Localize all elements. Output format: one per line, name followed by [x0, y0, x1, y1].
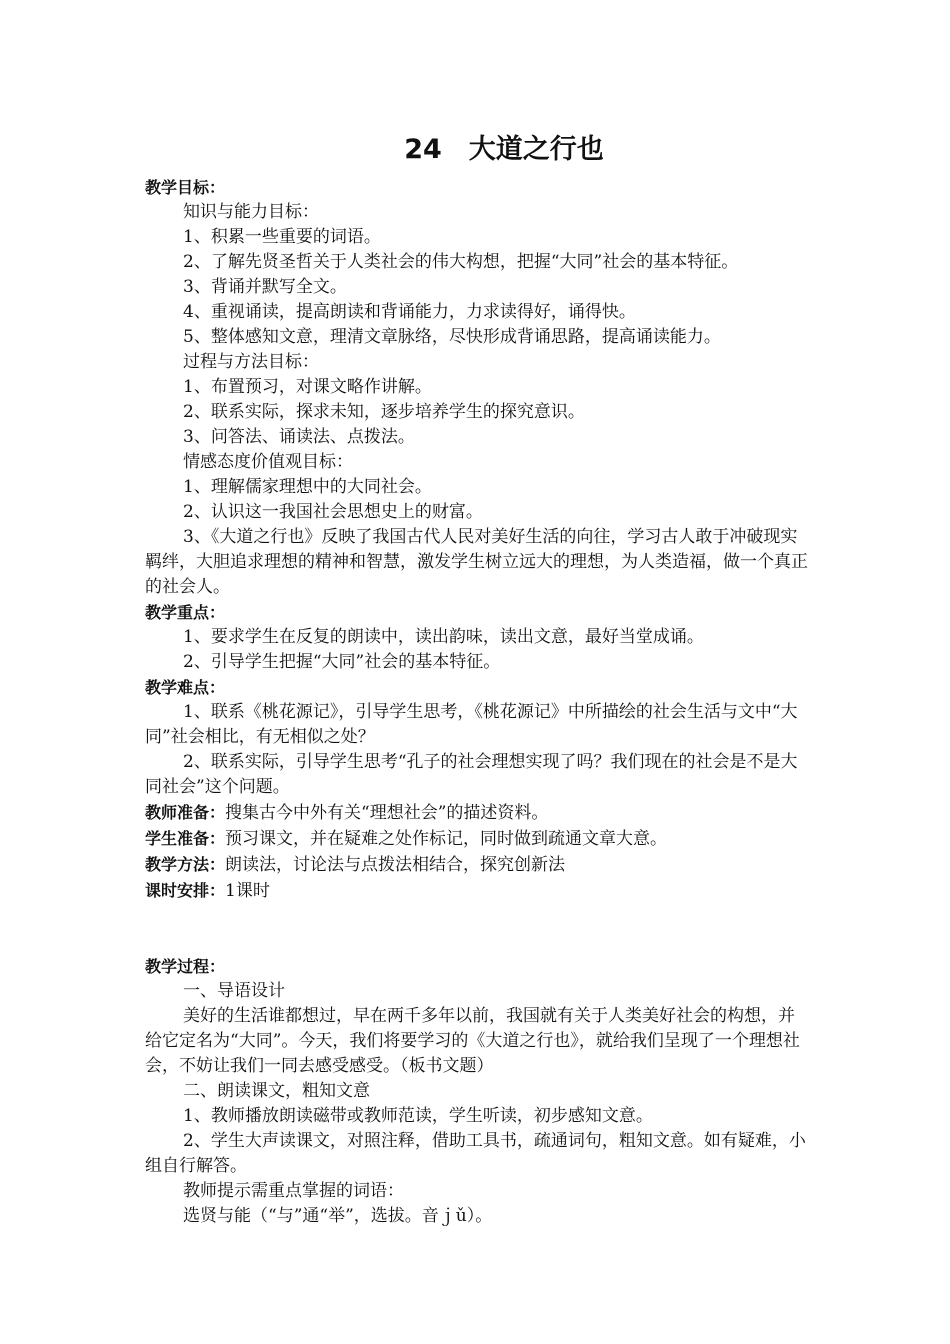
list-item: 1、联系《桃花源记》，引导学生思考，《桃花源记》中所描绘的社会生活与文中“大同”社会相比，有无相似之处？: [145, 702, 798, 747]
list-item: 1、布置预习，对课文略作讲解。: [183, 377, 432, 397]
section-heading-goals: 教学目标：: [145, 178, 226, 197]
student-prep-text: 预习课文，并在疑难之处作标记，同时做到疏通文章大意。: [225, 829, 668, 849]
method-label: 教学方法：: [145, 855, 226, 874]
list-item: 2、认识这一我国社会思想史上的财富。: [183, 502, 483, 522]
subheading-emotion: 情感态度价值观目标：: [183, 452, 353, 472]
subheading-process: 过程与方法目标：: [183, 352, 319, 372]
list-item: 1、积累一些重要的词语。: [183, 227, 381, 247]
list-item: 2、学生大声读课文，对照注释，借助工具书，疏通词句，粗知文意。如有疑难，小组自行解答。: [145, 1131, 806, 1176]
list-item: 2、联系实际，引导学生思考“孔子的社会理想实现了吗？我们现在的社会是不是大同社会”这个问题。: [145, 752, 798, 797]
list-item: 5、整体感知文意，理清文章脉络，尽快形成背诵思路，提高诵读能力。: [183, 327, 721, 347]
teacher-prep-text: 搜集古今中外有关“理想社会”的描述资料。: [225, 803, 549, 823]
teacher-prep-label: 教师准备：: [145, 803, 226, 822]
method-text: 朗读法，讨论法与点拨法相结合，探究创新法: [225, 855, 566, 875]
paragraph: 美好的生活谁都想过，早在两千多年以前，我国就有关于人类美好社会的构想，并给它定名为“大同”。今天，我们将要学习的《大道之行也》，就给我们呈现了一个理想社会，不妨让我们一同去感受感受。（板书文题）: [145, 1006, 800, 1076]
list-item: 1、要求学生在反复的朗读中，读出韵味，读出文意，最好当堂成诵。: [183, 627, 704, 647]
teacher-prep-line: [145, 800, 810, 826]
document-body: [145, 175, 810, 1229]
section-heading-process: 教学过程：: [145, 957, 226, 976]
vocab-item: 选贤与能（“与”通“举”，选拔。音ｊǔ）。: [183, 1206, 493, 1226]
list-item: 3、问答法、诵读法、点拨法。: [183, 427, 415, 447]
student-prep-label: 学生准备：: [145, 829, 226, 848]
section-heading-difficulty: 教学难点：: [145, 678, 226, 697]
section-heading-key: 教学重点：: [145, 603, 226, 622]
list-item: 1、理解儒家理想中的大同社会。: [183, 477, 432, 497]
list-item: 3、《大道之行也》反映了我国古代人民对美好生活的向往，学习古人敢于冲破现实羁绊，大胆追求理想的精神和智慧，激发学生树立远大的理想，为人类造福，做一个真正的社会人。: [145, 527, 808, 597]
list-item: 2、了解先贤圣哲关于人类社会的伟大构想，把握“大同”社会的基本特征。: [183, 252, 739, 272]
step-title: 二、朗读课文，粗知文意: [183, 1081, 370, 1101]
time-text: 1课时: [225, 881, 270, 901]
method-line: [145, 852, 810, 878]
list-item: 2、引导学生把握“大同”社会的基本特征。: [183, 652, 501, 672]
page-title: 24 大道之行也: [404, 134, 604, 165]
vocab-intro: 教师提示需重点掌握的词语：: [183, 1181, 404, 1201]
spacer: [145, 904, 810, 954]
step-title: 一、导语设计: [183, 981, 285, 1001]
list-item: 1、教师播放朗读磁带或教师范读，学生听读，初步感知文意。: [183, 1106, 653, 1126]
list-item: 2、联系实际，探求未知，逐步培养学生的探究意识。: [183, 402, 585, 422]
list-item: 3、背诵并默写全文。: [183, 277, 347, 297]
list-item: 4、重视诵读，提高朗读和背诵能力，力求读得好，诵得快。: [183, 302, 636, 322]
subheading-knowledge: 知识与能力目标：: [183, 202, 319, 222]
time-line: [145, 878, 810, 904]
time-label: 课时安排：: [145, 881, 226, 900]
student-prep-line: [145, 826, 810, 852]
